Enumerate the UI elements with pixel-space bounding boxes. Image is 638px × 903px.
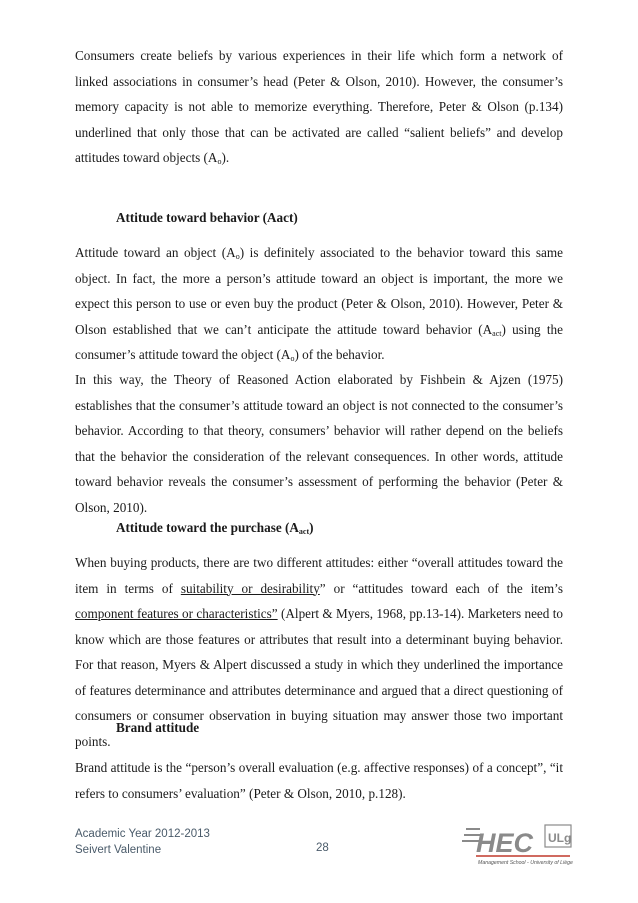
paragraph-brand-attitude: Brand attitude is the “person’s overall evaluation (e.g. affective responses) of a concept”, “it refers to consumers’ evaluation” (Peter & Olson, 2010, p.128). [75,760,563,801]
p4-text-c: (Alpert & Myers, 1968, pp.13-14). Marketers need to know which are those features or attributes that result into a determinant buying behavior. For that reason, Myers & Alpert discussed a study in which they underlined the importance of features determinance and attributes determinance and argued that a direct questioning of consumers or consumer observation in buying situation may answer those two important points. [75,606,563,749]
page-number: 28 [316,842,329,854]
logo-ulg-text: ULg [548,831,572,845]
p4-underline-component-features: component features or characteristics” [75,606,278,621]
p1-text: Consumers create beliefs by various experiences in their life which form a network of linked associations in consumer’s head (Peter & Olson, 2010). However, the consumer’s memory capacity is not able to memorize everything. Therefore, Peter & Olson (p.134) underlined that only those that can be activated are called “salient beliefs” and develop attitudes toward objects (A [75,48,563,165]
p2-subscript-1: o [235,252,240,261]
p2-text-d: ) of the behavior. [294,347,385,362]
p2-text-c: ) using the consumer’s attitude toward the object (A [75,321,563,362]
heading-attitude-toward-behavior: Attitude toward behavior (Aact) [116,210,298,225]
logo-hec-text: HEC [476,828,534,858]
p2-text-a: Attitude toward an object (A [75,245,236,260]
p2-text-b: ) is definitely associated to the behavior toward this same object. In fact, the more a person’s attitude toward an object is important, the more we expect this person to use or even buy the product (Peter & Olson, 2010). However, Peter & Olson established that we can’t anticipate the attitude toward behavior (A [75,245,563,337]
p4-text-b: ” or “attitudes toward each of the item’s [319,580,563,596]
p2-subscript-2: act [492,328,502,338]
logo-caption: Management School - University of Liège [478,860,573,866]
h2-text: Attitude toward the purchase (A [116,520,299,535]
footer-author: Seivert Valentine [75,844,162,856]
heading-attitude-toward-purchase [116,520,314,536]
p1-text-end: ). [221,150,230,165]
hec-ulg-logo [462,822,574,868]
p2-subscript-3: o [290,354,295,363]
p4-underline-suitability: suitability or desirability [180,580,320,596]
paragraph-theory-reasoned-action: In this way, the Theory of Reasoned Action elaborated by Fishbein & Ajzen (1975) establishes that the consumer’s attitude toward an object is not connected to the consumer’s behavior. According to that theory, consumers’ behavior will rather depend on the beliefs that the behavior the consideration of the relevant consequences. In other words, attitude toward behavior reveals the consumer’s assessment of performing the behavior (Peter & Olson, 2010). [75,372,563,515]
p1-subscript: o [217,157,222,166]
p4-text-a: When buying products, there are two different attitudes: either “overall attitudes toward the item in terms of [75,555,563,596]
h2-subscript: act [298,527,310,536]
paragraph-salient-beliefs [75,43,563,171]
h2-text-end: ) [309,520,314,535]
footer-academic-year: Academic Year 2012-2013 [75,828,210,840]
heading-brand-attitude: Brand attitude [116,720,200,735]
footer-info [75,826,210,858]
paragraph-attitude-toward-object [75,240,563,368]
